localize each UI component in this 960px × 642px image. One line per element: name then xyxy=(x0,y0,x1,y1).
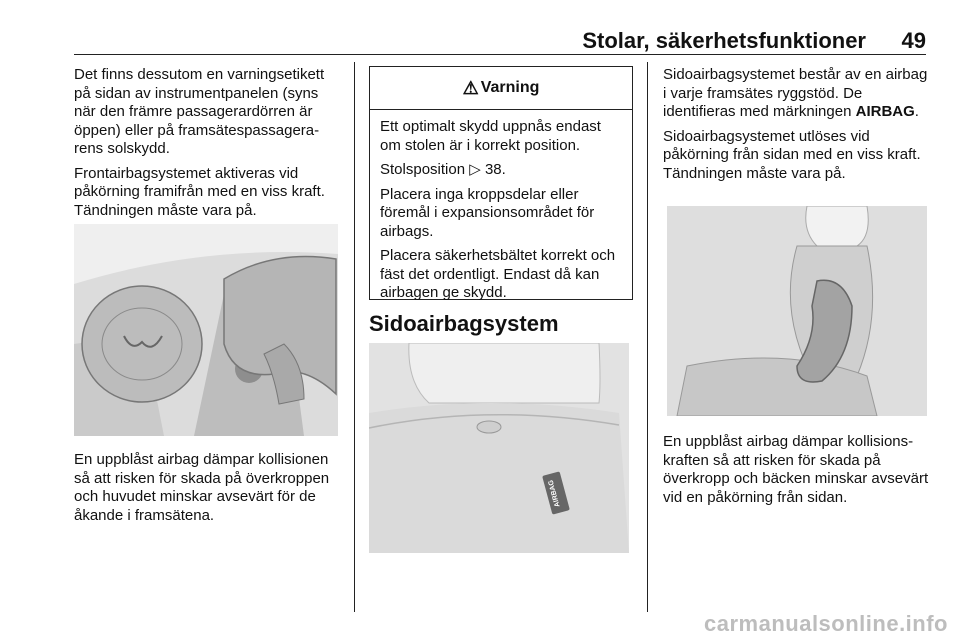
paragraph-inflated-airbag-front: En uppblåst airbag dämpar kollisionen så att risken för skada på överkroppen och huvudet minskar avsevärt för de åkande i framsätena. xyxy=(74,451,330,524)
warning-paragraph-2 xyxy=(380,161,622,180)
paragraph-warning-label-info: Det finns dessutom en varningsetikett på sidan av instrumentpanelen (syns när den främre passagerardörren är öppen) eller på framsätespassagerarens solskydd. xyxy=(74,66,325,157)
section-heading: Sidoairbagsystem xyxy=(369,311,559,336)
warning-paragraph-3: Placera inga kroppsdelar eller föremål i expansionsområdet för airbags. xyxy=(380,185,595,240)
page-header xyxy=(74,28,926,54)
warning-box xyxy=(369,66,633,300)
header-title: Stolar, säkerhetsfunktioner xyxy=(582,28,866,53)
paragraph-front-airbag-activation: Frontairbagsystemet aktiveras vid påkörning framifrån med en viss kraft. Tändningen måste vara på. xyxy=(74,164,325,219)
header-rule xyxy=(74,54,926,55)
seat-airbag-label: AIRBAG xyxy=(547,479,562,508)
column-3-bottom xyxy=(663,433,929,513)
paragraph-side-airbag-trigger: Sidoairbagsystemet utlöses vid påkörning från sidan med en viss kraft. Tändningen måste vara på. xyxy=(663,127,921,182)
column-1-bottom xyxy=(74,451,342,531)
page-reference-arrow-icon: ▷ xyxy=(469,161,481,178)
page-number: 49 xyxy=(901,28,926,53)
warning-header xyxy=(370,67,632,110)
warning-title: Varning xyxy=(480,79,540,96)
column-1-top xyxy=(74,66,342,226)
airbag-marking: AIRBAG xyxy=(855,103,915,120)
seat-position-page-ref[interactable]: 38. xyxy=(484,161,506,178)
warning-body xyxy=(370,110,632,303)
warning-paragraph-1: Ett optimalt skydd uppnås endast om stolen är i korrekt position. xyxy=(380,118,601,154)
seat-label-illustration xyxy=(369,343,629,553)
seat-position-text: Stolsposition xyxy=(380,161,466,178)
warning-paragraph-4: Placera säkerhetsbältet korrekt och fäst det ordentligt. Endast då kan airbagen ge skydd. xyxy=(380,247,616,301)
paragraph-inflated-airbag-side: En uppblåst airbag dämpar kollisionskraften så att risken för skada på överkropp och bäcken minskar avsevärt vid en påkörning från sidan. xyxy=(663,433,929,506)
warning-triangle-icon: ⚠ xyxy=(462,77,479,98)
side-airbag-text: Sidoairbagsystemet består av en airbag i varje framsätes ryggstöd. De identifieras med märkningen xyxy=(663,66,928,120)
period: . xyxy=(914,103,919,120)
side-airbag-illustration xyxy=(667,206,927,416)
column-divider-right xyxy=(647,62,648,612)
front-airbags-illustration xyxy=(74,224,338,436)
watermark: carmanualsonline.info xyxy=(704,611,948,636)
column-3-top xyxy=(663,66,929,189)
column-divider-left xyxy=(354,62,355,612)
paragraph-side-airbag-system xyxy=(663,66,929,122)
